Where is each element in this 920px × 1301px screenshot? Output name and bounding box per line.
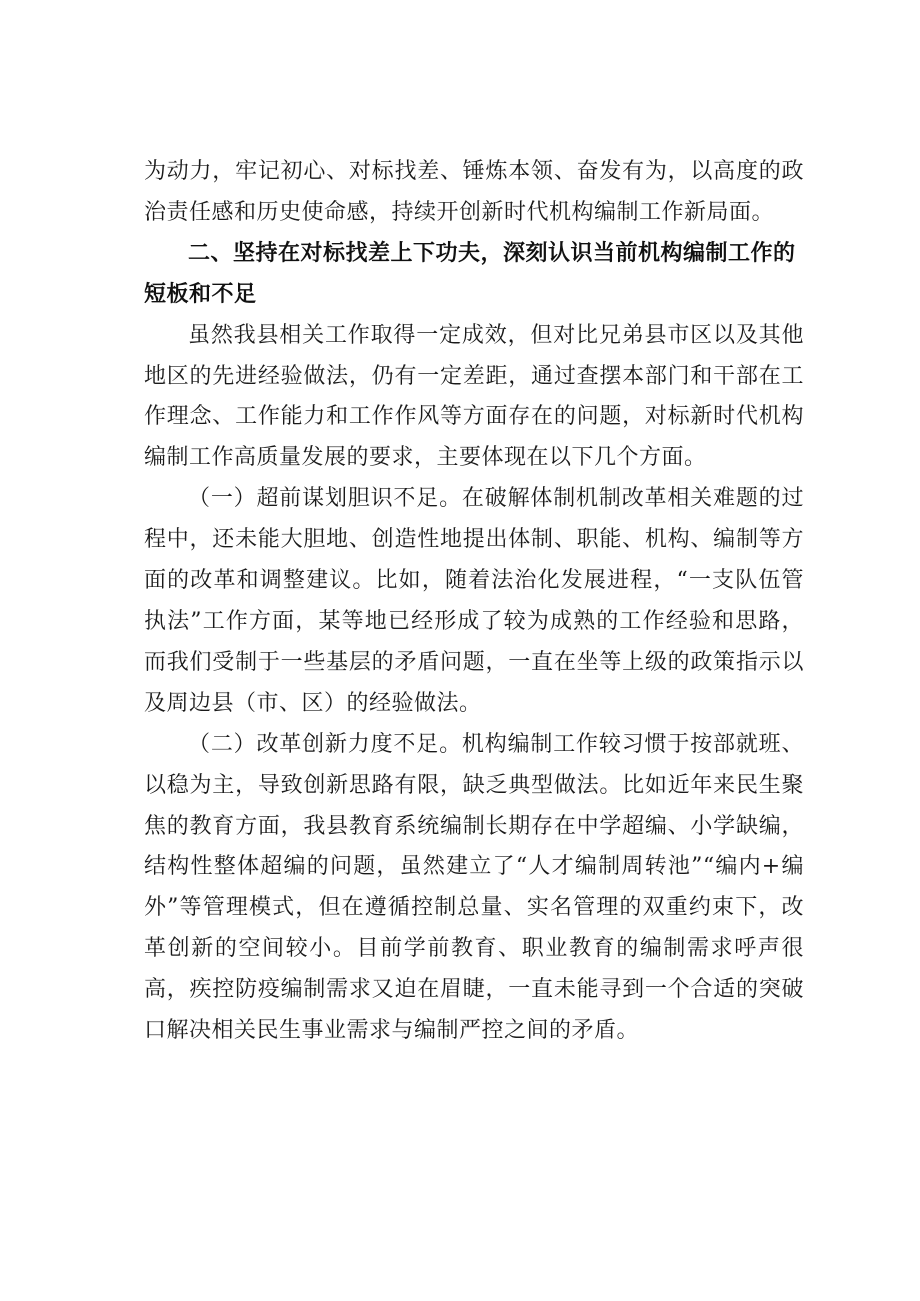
paragraph-item-1: （一）超前谋划胆识不足。在破解体制机制改革相关难题的过程中，还未能大胆地、创造性地提出体制、职能、机构、编制等方面的改革和调整建议。比如，随着法治化发展进程，“一支队伍管执法”工作方面，某等地已经形成了较为成熟的工作经验和思路，而我们受制于一些基层的矛盾问题，一直在坐等上级的政策指示以及周边县（市、区）的经验做法。: [144, 486, 804, 716]
document-body: [144, 152, 804, 1052]
paragraph-intro: 虽然我县相关工作取得一定成效，但对比兄弟县市区以及其他地区的先进经验做法，仍有一定差距，通过查摆本部门和干部在工作理念、工作能力和工作作风等方面存在的问题，对标新时代机构编制工作高质量发展的要求，主要体现在以下几个方面。: [144, 322, 804, 471]
section-heading: 二、坚持在对标找差上下功夫，深刻认识当前机构编制工作的短板和不足: [144, 240, 796, 307]
paragraph-item-2: （二）改革创新力度不足。机构编制工作较习惯于按部就班、以稳为主，导致创新思路有限，缺乏典型做法。比如近年来民生聚焦的教育方面，我县教育系统编制长期存在中学超编、小学缺编，结构性整体超编的问题，虽然建立了“人才编制周转池”“编内+编外”等管理模式，但在遵循控制总量、实名管理的双重约束下，改革创新的空间较小。目前学前教育、职业教育的编制需求呼声很高，疾控防疫编制需求又迫在眉睫，一直未能寻到一个合适的突破口解决相关民生事业需求与编制严控之间的矛盾。: [144, 731, 804, 1044]
paragraph-continuation: 为动力，牢记初心、对标找差、锤炼本领、奋发有为，以高度的政治责任感和历史使命感，持续开创新时代机构编制工作新局面。: [144, 159, 804, 225]
